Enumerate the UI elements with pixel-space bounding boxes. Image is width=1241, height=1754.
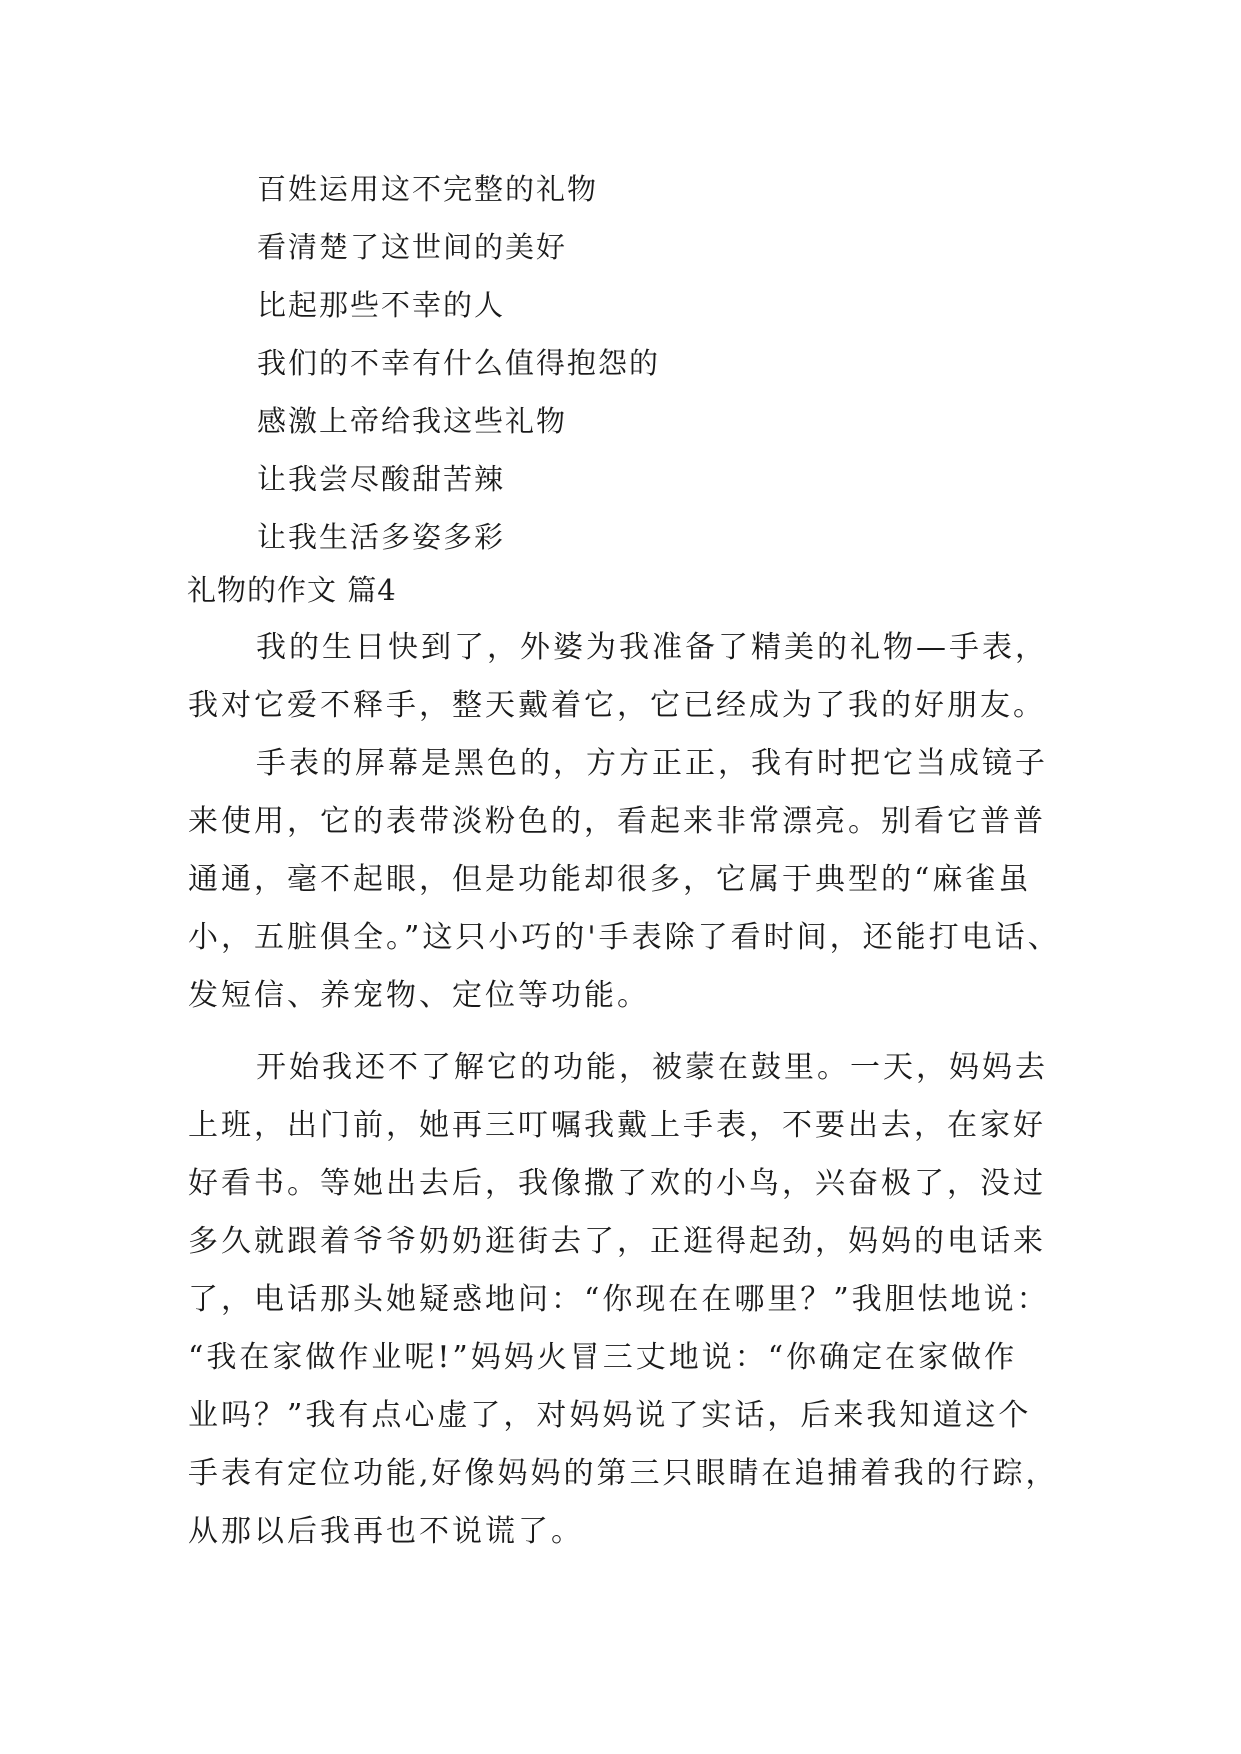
- paragraph-line: 来使用，它的表带淡粉色的，看起来非常漂亮。别看它普普: [188, 804, 1046, 839]
- paragraph-line: 通通，毫不起眼，但是功能却很多，它属于典型的“麻雀虽: [188, 862, 1032, 897]
- essay-body: [188, 619, 1088, 1561]
- poem-line: 我们的不幸有什么值得抱怨的: [257, 346, 661, 380]
- paragraph-line: 小，五脏俱全。”这只小巧的'手表除了看时间，还能打电话、: [188, 920, 1061, 955]
- paragraph: [188, 1039, 1088, 1561]
- paragraph-line: 手表有定位功能,好像妈妈的第三只眼睛在追捕着我的行踪，: [188, 1456, 1059, 1491]
- poem-line: 让我尝尽酸甜苦辣: [257, 462, 506, 496]
- paragraph: [188, 619, 1088, 735]
- section-title: 礼物的作文 篇4: [187, 573, 397, 607]
- paragraph-line: 业吗？”我有点心虚了，对妈妈说了实话，后来我知道这个: [188, 1398, 1032, 1433]
- paragraph-line: 发短信、养宠物、定位等功能。: [188, 978, 650, 1013]
- poem-line: 看清楚了这世间的美好: [257, 230, 568, 264]
- paragraph-line: 多久就跟着爷爷奶奶逛街去了，正逛得起劲，妈妈的电话来: [188, 1224, 1046, 1259]
- paragraph-line: 我对它爱不释手，整天戴着它，它已经成为了我的好朋友。: [188, 688, 1046, 723]
- paragraph-gap: [188, 1025, 1088, 1039]
- paragraph-line: 手表的屏幕是黑色的，方方正正，我有时把它当成镜子: [256, 746, 1048, 781]
- poem: [257, 160, 1057, 566]
- poem-line: 百姓运用这不完整的礼物: [257, 172, 599, 206]
- paragraph-line: 上班，出门前，她再三叮嘱我戴上手表，不要出去，在家好: [188, 1108, 1046, 1143]
- paragraph-line: 好看书。等她出去后，我像撒了欢的小鸟，兴奋极了，没过: [188, 1166, 1046, 1201]
- paragraph-line: 开始我还不了解它的功能，被蒙在鼓里。一天，妈妈去: [256, 1050, 1048, 1085]
- poem-line: 感激上帝给我这些礼物: [257, 404, 568, 438]
- paragraph-line: 了，电话那头她疑惑地问：“你现在在哪里？”我胆怯地说：: [188, 1282, 1050, 1317]
- poem-line: 比起那些不幸的人: [257, 288, 506, 322]
- paragraph-line: “我在家做作业呢!”妈妈火冒三丈地说：“你确定在家做作: [188, 1340, 1018, 1375]
- paragraph-line: 我的生日快到了，外婆为我准备了精美的礼物—手表，: [256, 630, 1048, 665]
- paragraph-line: 从那以后我再也不说谎了。: [188, 1514, 584, 1549]
- paragraph: [188, 735, 1088, 1025]
- poem-line: 让我生活多姿多彩: [257, 520, 506, 554]
